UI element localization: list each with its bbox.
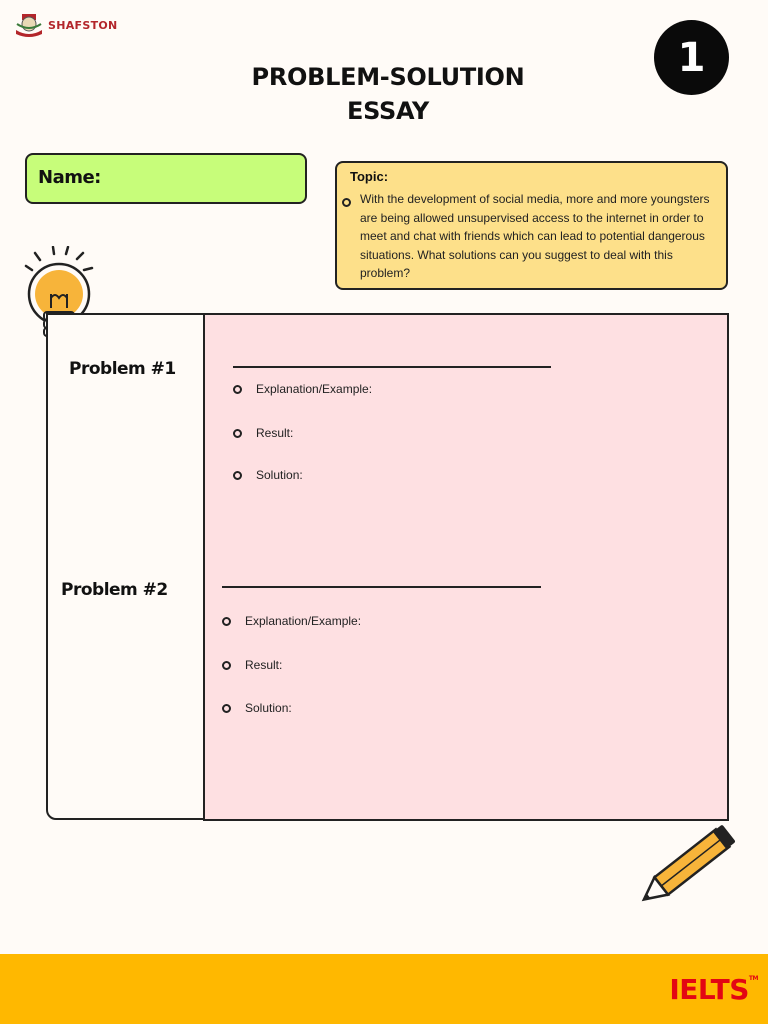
ielts-logo-text: IELTS xyxy=(669,973,749,1006)
problem-1-label: Problem #1 xyxy=(69,359,176,379)
title-line-2: ESSAY xyxy=(346,97,430,125)
problem-2-item xyxy=(222,614,361,628)
topic-text: With the development of social media, more and more youngsters are being allowed unsupervised access to the internet in order to meet and chat with friends which can lead to potential dangerous situations. What solutions can you suggest to deal with this problem? xyxy=(360,192,710,280)
title-line-1: PROBLEM-SOLUTION xyxy=(251,63,525,91)
page-number-badge: 1 xyxy=(654,20,729,95)
footer-bar xyxy=(0,954,768,1024)
problem-2-item xyxy=(222,658,282,672)
problem-2-item xyxy=(222,701,292,715)
name-field[interactable] xyxy=(25,153,307,204)
problem-1-item xyxy=(233,468,303,482)
problem-1-explanation: Explanation/Example: xyxy=(256,382,373,396)
bullet-icon xyxy=(233,471,242,480)
name-label: Name: xyxy=(38,167,101,188)
topic-title: Topic: xyxy=(350,169,389,184)
trademark-mark: TM xyxy=(748,975,758,982)
problem-1-solution: Solution: xyxy=(256,468,303,482)
problem-2-answer-line[interactable] xyxy=(222,586,541,588)
brand-logo xyxy=(14,12,118,38)
bullet-icon xyxy=(222,617,231,626)
problem-2-solution: Solution: xyxy=(245,701,292,715)
problem-1-item xyxy=(233,426,293,440)
bullet-icon xyxy=(222,704,231,713)
page-title xyxy=(0,60,768,128)
ielts-logo xyxy=(669,973,758,1006)
topic-box xyxy=(335,161,728,290)
bullet-icon xyxy=(233,429,242,438)
problem-1-item xyxy=(233,382,372,396)
crest-icon xyxy=(14,12,44,38)
bullet-icon xyxy=(342,198,351,207)
problem-2-result: Result: xyxy=(245,658,283,672)
problem-2-label: Problem #2 xyxy=(61,580,168,600)
problem-2-explanation: Explanation/Example: xyxy=(245,614,362,628)
bullet-icon xyxy=(222,661,231,670)
problem-1-answer-line[interactable] xyxy=(233,366,551,368)
pencil-icon xyxy=(636,816,746,912)
bullet-icon xyxy=(233,385,242,394)
brand-name: SHAFSTON xyxy=(48,18,118,32)
problem-1-result: Result: xyxy=(256,426,294,440)
